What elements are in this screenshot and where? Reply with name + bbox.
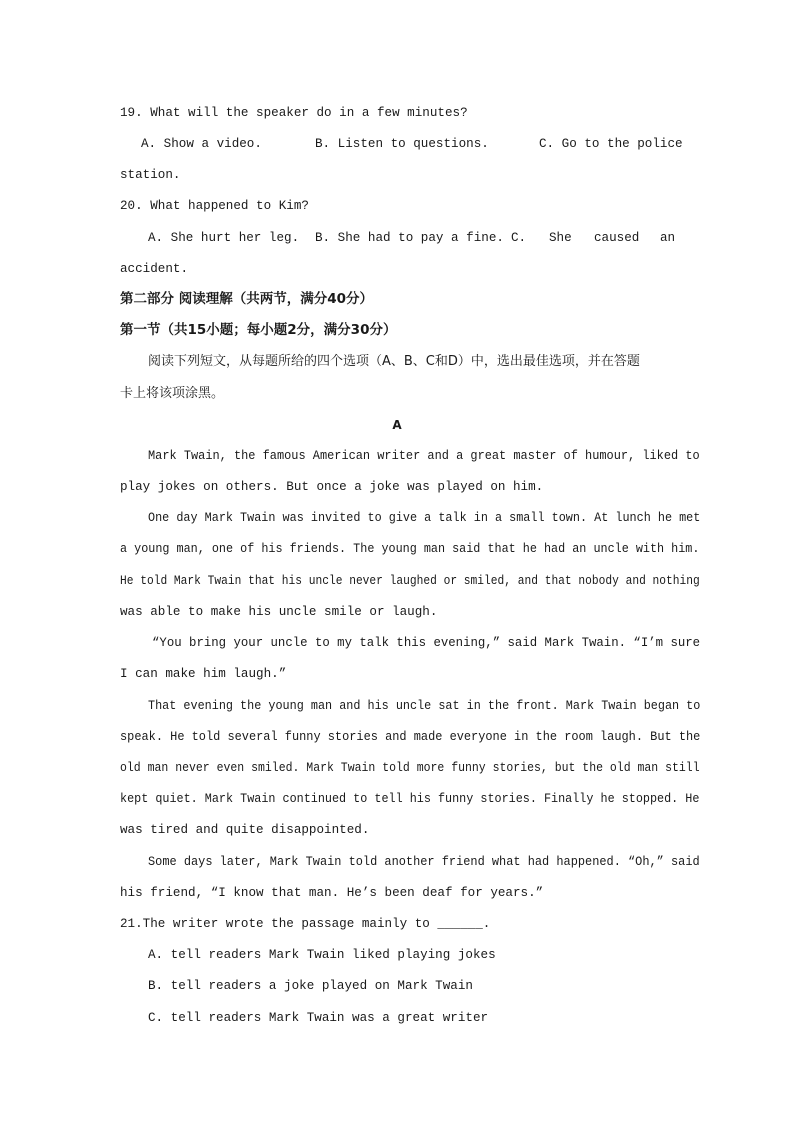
passage-line: He told Mark Twain that his uncle never laughed or smiled, and that nobody and nothing bbox=[120, 574, 700, 588]
passage-line: That evening the young man and his uncle sat in the front. Mark Twain began to bbox=[148, 699, 701, 713]
q19-option-b: B. Listen to questions. bbox=[315, 137, 489, 151]
q20-question: 20. What happened to Kim? bbox=[120, 199, 309, 213]
passage-line: play jokes on others. But once a joke was played on him. bbox=[120, 480, 544, 494]
q19-option-c: C. Go to the police bbox=[539, 137, 683, 151]
passage-line: Some days later, Mark Twain told another friend what had happened. “Oh,” said bbox=[148, 855, 700, 869]
passage-line: speak. He told several funny stories and made everyone in the room laugh. But the bbox=[120, 730, 701, 744]
passage-line: kept quiet. Mark Twain continued to tell his funny stories. Finally he stopped. He bbox=[120, 792, 700, 806]
passage-line: One day Mark Twain was invited to give a talk in a small town. At lunch he met bbox=[148, 511, 701, 525]
passage-line: a young man, one of his friends. The young man said that he had an uncle with him. bbox=[120, 542, 700, 556]
passage-line: “You bring your uncle to my talk this evening,” said Mark Twain. “I’m sure bbox=[152, 636, 701, 650]
q21-option-a: A. tell readers Mark Twain liked playing jokes bbox=[148, 948, 496, 962]
passage-line: I can make him laugh.” bbox=[120, 667, 287, 681]
passage-line: was able to make his uncle smile or laugh. bbox=[120, 605, 438, 619]
passage-line: his friend, “I know that man. He’s been deaf for years.” bbox=[120, 886, 544, 900]
q20-option-c-word: She bbox=[549, 231, 572, 245]
passage-line: was tired and quite disappointed. bbox=[120, 823, 370, 837]
instructions-line-1: 阅读下列短文，从每题所给的四个选项（A、B、C和D）中，选出最佳选项，并在答题 bbox=[148, 354, 640, 369]
q21-option-b: B. tell readers a joke played on Mark Twain bbox=[148, 979, 473, 993]
part2-title: 第二部分 阅读理解（共两节，满分40分） bbox=[120, 291, 373, 307]
q20-option-c-label: C. bbox=[511, 231, 527, 245]
q19-question: 19. What will the speaker do in a few minutes? bbox=[120, 106, 468, 120]
q20-option-b: B. She had to pay a fine. bbox=[315, 231, 504, 245]
passage-line: Mark Twain, the famous American writer and a great master of humour, liked to bbox=[148, 449, 700, 463]
passage-label: A bbox=[392, 418, 402, 432]
q20-option-c-word: caused bbox=[594, 231, 640, 245]
q19-option-a: A. Show a video. bbox=[141, 137, 262, 151]
q21-question: 21.The writer wrote the passage mainly to ______. bbox=[120, 917, 491, 931]
q19-option-c-continuation: station. bbox=[120, 168, 181, 182]
instructions-line-2: 卡上将该项涂黑。 bbox=[120, 386, 225, 401]
q20-option-c-continuation: accident. bbox=[120, 262, 189, 276]
q20-option-a: A. She hurt her leg. bbox=[148, 231, 300, 245]
q21-option-c: C. tell readers Mark Twain was a great writer bbox=[148, 1011, 489, 1025]
q20-option-c-word: an bbox=[660, 231, 676, 245]
passage-line: old man never even smiled. Mark Twain told more funny stories, but the old man still bbox=[120, 761, 700, 775]
section1-title: 第一节（共15小题；每小题2分，满分30分） bbox=[120, 322, 397, 338]
